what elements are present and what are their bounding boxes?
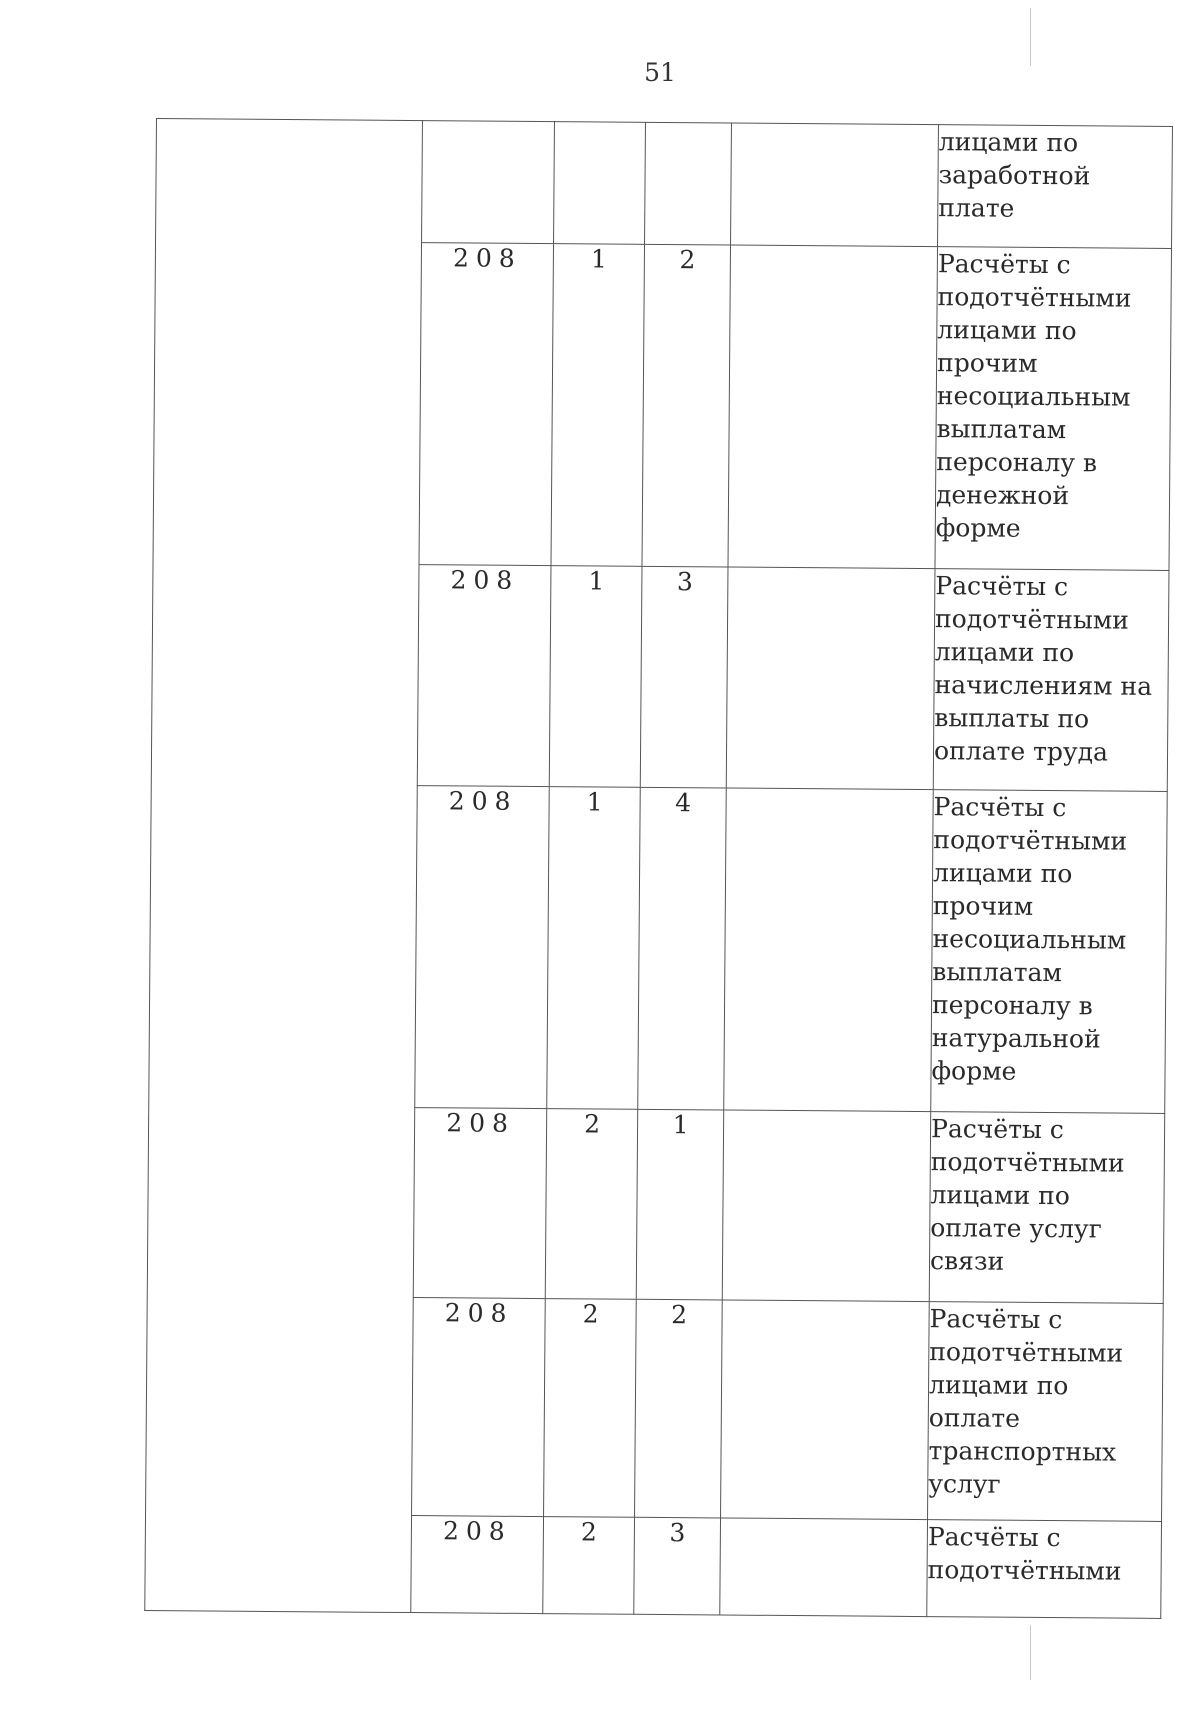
page-number: 51	[644, 58, 676, 87]
description-cell: Расчёты с подотчётными лицами по прочим несоциальным выплатам персоналу в денежной форме	[935, 247, 1172, 571]
code-cell: 208	[412, 1298, 546, 1517]
blank-cell	[724, 788, 934, 1112]
subcode-b-cell: 3	[634, 1517, 721, 1615]
fold-line-top	[1030, 8, 1031, 66]
blank-cell	[720, 1518, 928, 1617]
accounts-table	[144, 118, 1173, 1619]
code-cell: 208	[411, 1516, 544, 1614]
subcode-a-cell: 2	[543, 1517, 635, 1615]
description-cell: Расчёты с подотчётными лицами по оплате услуг связи	[929, 1112, 1164, 1304]
blank-cell	[726, 567, 935, 790]
subcode-a-cell: 1	[547, 787, 641, 1110]
subcode-a-cell: 2	[544, 1299, 637, 1518]
blank-cell	[721, 1300, 930, 1520]
code-cell	[422, 121, 555, 244]
subcode-a-cell: 1	[551, 244, 645, 567]
empty-left-column	[145, 119, 423, 1613]
fold-line-bottom	[1030, 1625, 1031, 1680]
subcode-a-cell: 2	[545, 1109, 637, 1300]
subcode-b-cell: 2	[635, 1299, 723, 1518]
blank-cell	[722, 1110, 930, 1302]
description-cell: лицами по заработной плате	[938, 125, 1173, 249]
description-cell: Расчёты с подотчётными	[927, 1520, 1162, 1619]
subcode-b-cell: 2	[642, 244, 731, 567]
blank-cell	[728, 245, 938, 569]
subcode-b-cell: 4	[638, 787, 727, 1110]
subcode-b-cell: 1	[636, 1109, 723, 1300]
subcode-a-cell: 1	[549, 566, 642, 788]
subcode-a-cell	[554, 122, 646, 245]
code-cell: 208	[417, 565, 551, 787]
code-cell: 208	[413, 1108, 546, 1299]
subcode-b-cell: 3	[640, 566, 728, 788]
subcode-b-cell	[645, 122, 732, 245]
description-cell: Расчёты с подотчётными лицами по прочим несоциальным выплатам персоналу в натуральной форме	[931, 790, 1168, 1114]
code-cell: 208	[415, 786, 550, 1109]
description-cell: Расчёты с подотчётными лицами по оплате транспортных услуг	[928, 1302, 1164, 1522]
code-cell: 208	[419, 243, 554, 566]
blank-cell	[731, 123, 939, 247]
table-row	[156, 119, 1173, 249]
description-cell: Расчёты с подотчётными лицами по начислениям на выплаты по оплате труда	[933, 569, 1169, 792]
